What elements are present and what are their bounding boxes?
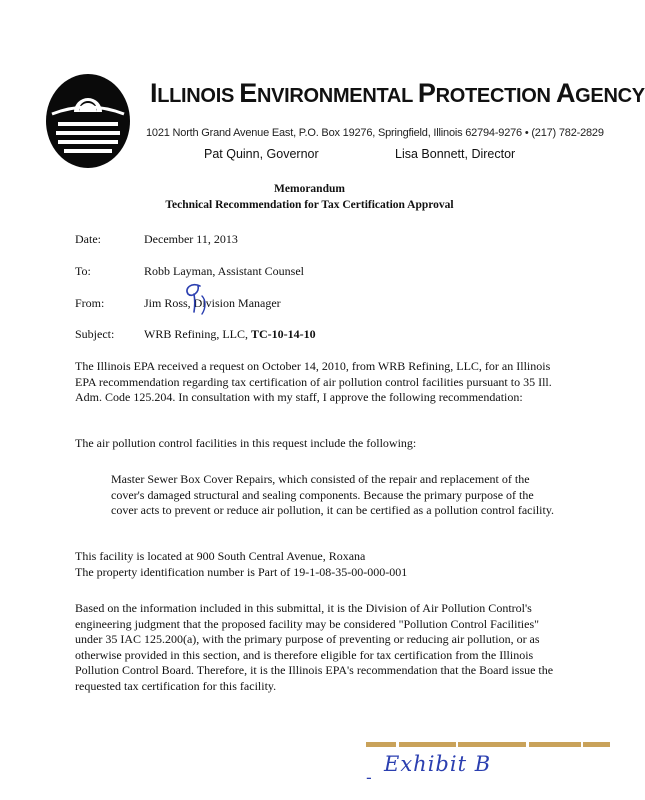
body-paragraph-facility-description: Master Sewer Box Cover Repairs, which consisted of the repair and replacement of the cover's damaged structural and sealing components. Because the primary purpose of the cover acts to prevent or reduce air pollution, it can be certified as a pollution control facility. — [111, 472, 555, 517]
exhibit-label: Exhibit B — [384, 752, 492, 776]
subject-company: WRB Refining, LLC, — [144, 327, 251, 341]
exhibit-tape-bar — [366, 740, 610, 749]
director-name: Lisa Bonnett, Director — [395, 147, 516, 161]
body-paragraph-facilities-intro: The air pollution control facilities in this request include the following: — [75, 436, 417, 450]
from-label: From: — [75, 296, 105, 310]
body-line-location: This facility is located at 900 South Central Avenue, Roxana — [75, 549, 366, 563]
exhibit-dash: - — [366, 768, 372, 787]
date-label: Date: — [75, 232, 101, 246]
body-paragraph-recommendation: Based on the information included in this submittal, it is the Division of Air Pollution Control's engineering judgment that the proposed facility may be considered "Pollution Control Facilities" under 35 IAC 125.200(a), with the primary purpose of preventing or reducing air pollution, or as otherwise provided in this section, and is therefore eligible for tax certification from the Illinois Pollution Control Board. Therefore, it is the Illinois EPA's recommendation that the Board issue the requested tax certification for this facility. — [75, 601, 554, 693]
to-label: To: — [75, 264, 91, 278]
memo-subtitle: Technical Recommendation for Tax Certification Approval — [165, 199, 454, 211]
agency-title: ILLINOIS ENVIRONMENTAL PROTECTION AGENCY — [150, 78, 645, 108]
from-value: Jim Ross, Division Manager — [144, 296, 281, 310]
date-value: December 11, 2013 — [144, 232, 238, 246]
illinois-epa-logo-icon — [44, 72, 132, 170]
memo-title: Memorandum — [274, 183, 345, 195]
handwritten-initials-icon — [180, 280, 208, 318]
subject-code: TC-10-14-10 — [251, 327, 316, 341]
body-line-property-id: The property identification number is Part of 19-1-08-35-00-000-001 — [75, 565, 408, 579]
subject-label: Subject: — [75, 327, 115, 341]
governor-name: Pat Quinn, Governor — [204, 147, 319, 161]
subject-value — [144, 327, 316, 342]
body-paragraph-request: The Illinois EPA received a request on October 14, 2010, from WRB Refining, LLC, for an Illinois EPA recommendation regarding tax certification of air pollution control facilities pursuant to 35 Ill. Adm. Code 125.204. In consultation with my staff, I approve the following recommendation: — [75, 359, 552, 404]
to-value: Robb Layman, Assistant Counsel — [144, 264, 304, 278]
agency-address: 1021 North Grand Avenue East, P.O. Box 19276, Springfield, Illinois 62794-9276 • (217) 782-2829 — [146, 127, 604, 139]
